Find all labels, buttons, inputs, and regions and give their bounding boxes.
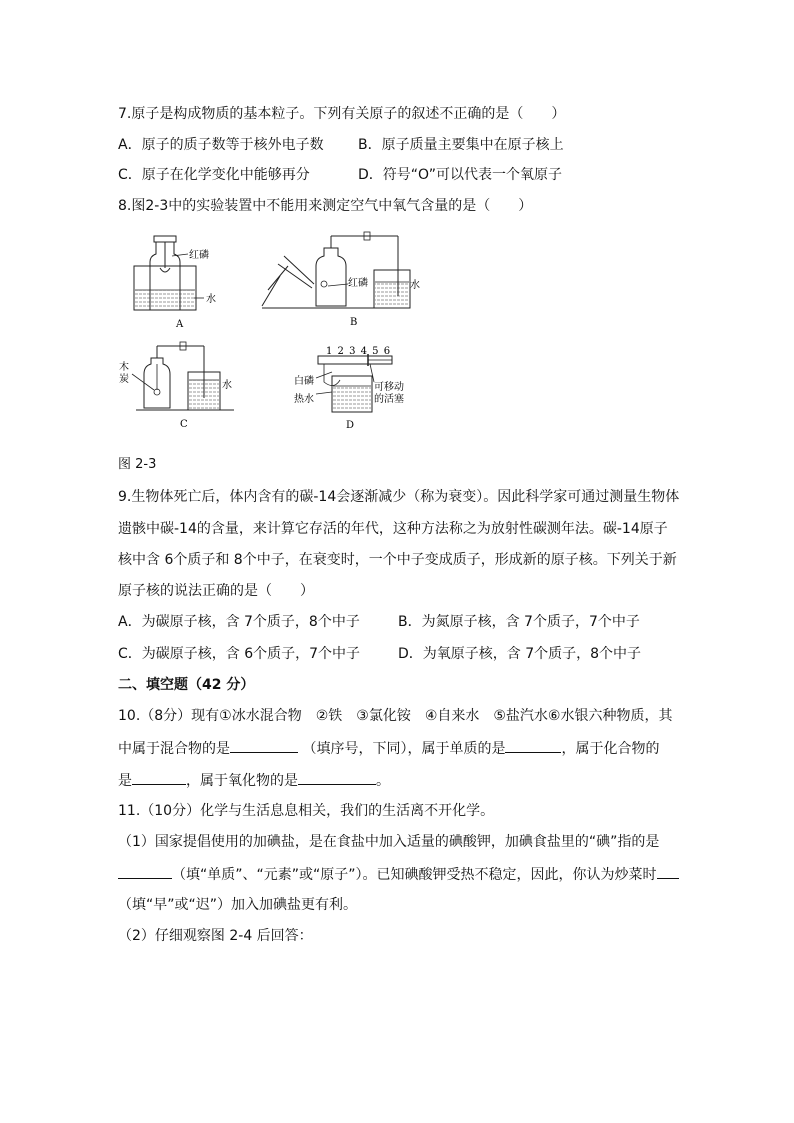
figure-d-scale: 1 2 3 4 5 6 <box>326 346 392 357</box>
q11-line-5: （2）仔细观察图 2-4 后回答： <box>118 928 313 944</box>
q7-option-d: D．符号“O”可以代表一个氧原子 <box>358 167 563 183</box>
q7-option-b: B．原子质量主要集中在原子核上 <box>358 137 564 153</box>
q11-blank-timing[interactable] <box>657 864 679 879</box>
figure-b-water-label: 水 <box>410 280 420 291</box>
figure-c-charcoal-label-1: 木 <box>119 362 129 373</box>
q10-line-3-text-a: 是 <box>118 773 132 789</box>
q11-line-4: （填“早”或“迟”）加入加碘盐更有利。 <box>118 897 358 913</box>
figure-d-piston-label-1: 可移动 <box>374 382 404 393</box>
q10-blank-element[interactable] <box>505 738 561 753</box>
figure-a-apparatus <box>132 232 242 330</box>
figure-d-piston-label-2: 的活塞 <box>374 394 404 405</box>
q10-line-2-text-c: ，属于化合物的 <box>561 741 660 757</box>
figure-d-hot-water-label: 热水 <box>294 394 314 405</box>
section-title: 二、填空题（42 分） <box>118 677 255 693</box>
figure-c-water-label: 水 <box>222 380 232 391</box>
q9-option-a: A．为碳原子核，含 7个质子，8个中子 <box>118 614 360 630</box>
q9-line-4: 原子核的说法正确的是（ ） <box>118 583 314 599</box>
q10-blank-compound[interactable] <box>132 770 186 785</box>
q9-line-3: 核中含 6个质子和 8个中子，在衰变时，一个中子变成质子，形成新的原子核。下列关于新 <box>118 552 677 568</box>
figure-c-charcoal-label-2: 炭 <box>119 374 129 385</box>
q10-line-2-text-b: （填序号，下同），属于单质的是 <box>302 741 506 757</box>
figure-c-label: C <box>180 419 188 430</box>
q7-option-a: A．原子的质子数等于核外电子数 <box>118 137 324 153</box>
figure-c-apparatus <box>118 338 242 432</box>
q11-line-3-text: （填“单质”、“元素”或“原子”）。已知碘酸钾受热不稳定，因此，你认为炒菜时 <box>172 867 657 883</box>
q9-line-1: 9.生物体死亡后，体内含有的碳-14会逐渐减少（称为衰变）。因此科学家可通过测量生物体 <box>118 489 680 505</box>
figure-b-phosphorus-label: 红磷 <box>348 278 368 289</box>
figure-d-apparatus <box>294 342 424 432</box>
figure-b-label: B <box>350 317 358 328</box>
q10-line-3 <box>118 770 390 791</box>
q11-line-2: （1）国家提倡使用的加碘盐，是在食盐中加入适量的碘酸钾，加碘食盐里的“碘”指的是 <box>118 834 660 850</box>
figure-d-white-phosphorus-label: 白磷 <box>294 376 314 387</box>
figure-caption: 图 2-3 <box>118 457 157 472</box>
figure-a-water-label: 水 <box>206 294 216 305</box>
q11-blank-iodine-form[interactable] <box>118 864 172 879</box>
figure-d-label: D <box>346 420 355 431</box>
q9-line-2: 遗骸中碳-14的含量，来计算它存活的年代，这种方法称之为放射性碳测年法。碳-14原子 <box>118 521 668 537</box>
q9-option-d: D．为氧原子核，含 7个质子，8个中子 <box>398 646 642 662</box>
q10-line-2-text-a: 中属于混合物的是 <box>118 741 230 757</box>
figure-b-apparatus <box>258 226 428 332</box>
q9-option-c: C．为碳原子核，含 6个质子，7个中子 <box>118 646 361 662</box>
q10-line-2 <box>118 738 659 759</box>
q10-line-1: 10.（8分）现有①冰水混合物 ②铁 ③氯化铵 ④自来水 ⑤盐汽水⑥水银六种物质，其 <box>118 708 673 724</box>
q10-line-3-text-c: 。 <box>376 773 390 789</box>
figure-a-label: A <box>176 319 184 330</box>
q7-option-c: C．原子在化学变化中能够再分 <box>118 167 310 183</box>
q10-blank-mixture[interactable] <box>230 738 298 753</box>
q9-option-b: B．为氮原子核，含 7个质子，7个中子 <box>398 614 640 630</box>
q11-line-1: 11.（10分）化学与生活息息相关，我们的生活离不开化学。 <box>118 803 495 819</box>
figure-a-phosphorus-label: 红磷 <box>189 250 209 261</box>
q10-line-3-text-b: ，属于氧化物的是 <box>186 773 298 789</box>
q8-stem: 8.图2-3中的实验装置中不能用来测定空气中氧气含量的是（ ） <box>118 198 533 214</box>
q10-blank-oxide[interactable] <box>298 770 376 785</box>
q7-stem: 7.原子是构成物质的基本粒子。下列有关原子的叙述不正确的是（ ） <box>118 106 566 122</box>
q11-line-3 <box>118 864 679 885</box>
